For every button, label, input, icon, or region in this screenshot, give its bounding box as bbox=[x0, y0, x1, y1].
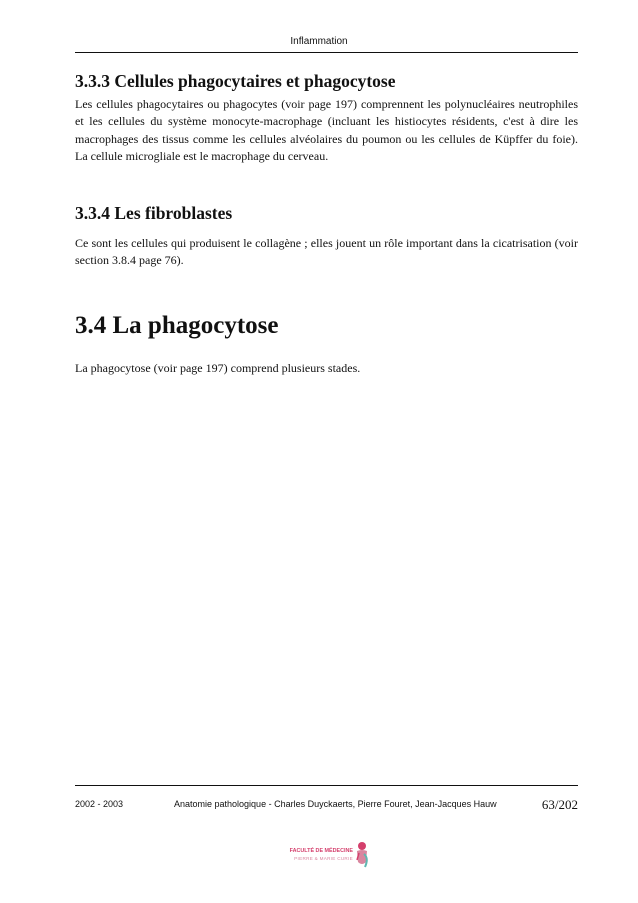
faculty-logo bbox=[281, 840, 371, 872]
page-number: 63/202 bbox=[541, 797, 578, 812]
paragraph: Les cellules phagocytaires ou phagocytes (voir page 197) comprennent les polynucléaires neutrophiles et les cellules du système monocyte-macrophage (incluant les histiocytes résidents, c'est à dire les macrophages des tissus comme les cellules alvéolaires du poumon ou les cellules de Küpffer du foie). La cellule microgliale est le macrophage du cerveau. bbox=[75, 97, 578, 164]
chapter-title: 3.4 La phagocytose bbox=[75, 312, 279, 339]
footer-years: 2002 - 2003 bbox=[75, 799, 124, 809]
faculty-logo-icon bbox=[354, 840, 370, 870]
logo-line-1: FACULTÉ DE MÉDECINE bbox=[289, 848, 353, 854]
footer-credits: Anatomie pathologique - Charles Duyckaerts, Pierre Fouret, Jean-Jacques Hauw bbox=[174, 799, 497, 809]
section-title: 3.3.4 Les fibroblastes bbox=[75, 203, 233, 223]
section-heading-cellules-phagocytaires bbox=[75, 70, 578, 92]
paragraph: La phagocytose (voir page 197) comprend plusieurs stades. bbox=[75, 361, 361, 375]
header-rule bbox=[75, 52, 578, 53]
paragraph: Ce sont les cellules qui produisent le collagène ; elles jouent un rôle important dans la cicatrisation (voir section 3.8.4 page 76). bbox=[75, 236, 578, 268]
section-paragraph-phagocytose bbox=[75, 360, 578, 377]
footer-rule bbox=[75, 785, 578, 786]
section-title: 3.3.3 Cellules phagocytaires et phagocytose bbox=[75, 71, 396, 91]
page-footer bbox=[75, 797, 578, 813]
section-paragraph-cellules-phagocytaires bbox=[75, 96, 578, 166]
logo-line-2: PIERRE & MARIE CURIE bbox=[294, 856, 353, 861]
running-header: Inflammation bbox=[290, 36, 348, 47]
section-heading-fibroblastes bbox=[75, 202, 578, 224]
section-paragraph-fibroblastes bbox=[75, 235, 578, 270]
chapter-heading-phagocytose bbox=[75, 311, 578, 341]
